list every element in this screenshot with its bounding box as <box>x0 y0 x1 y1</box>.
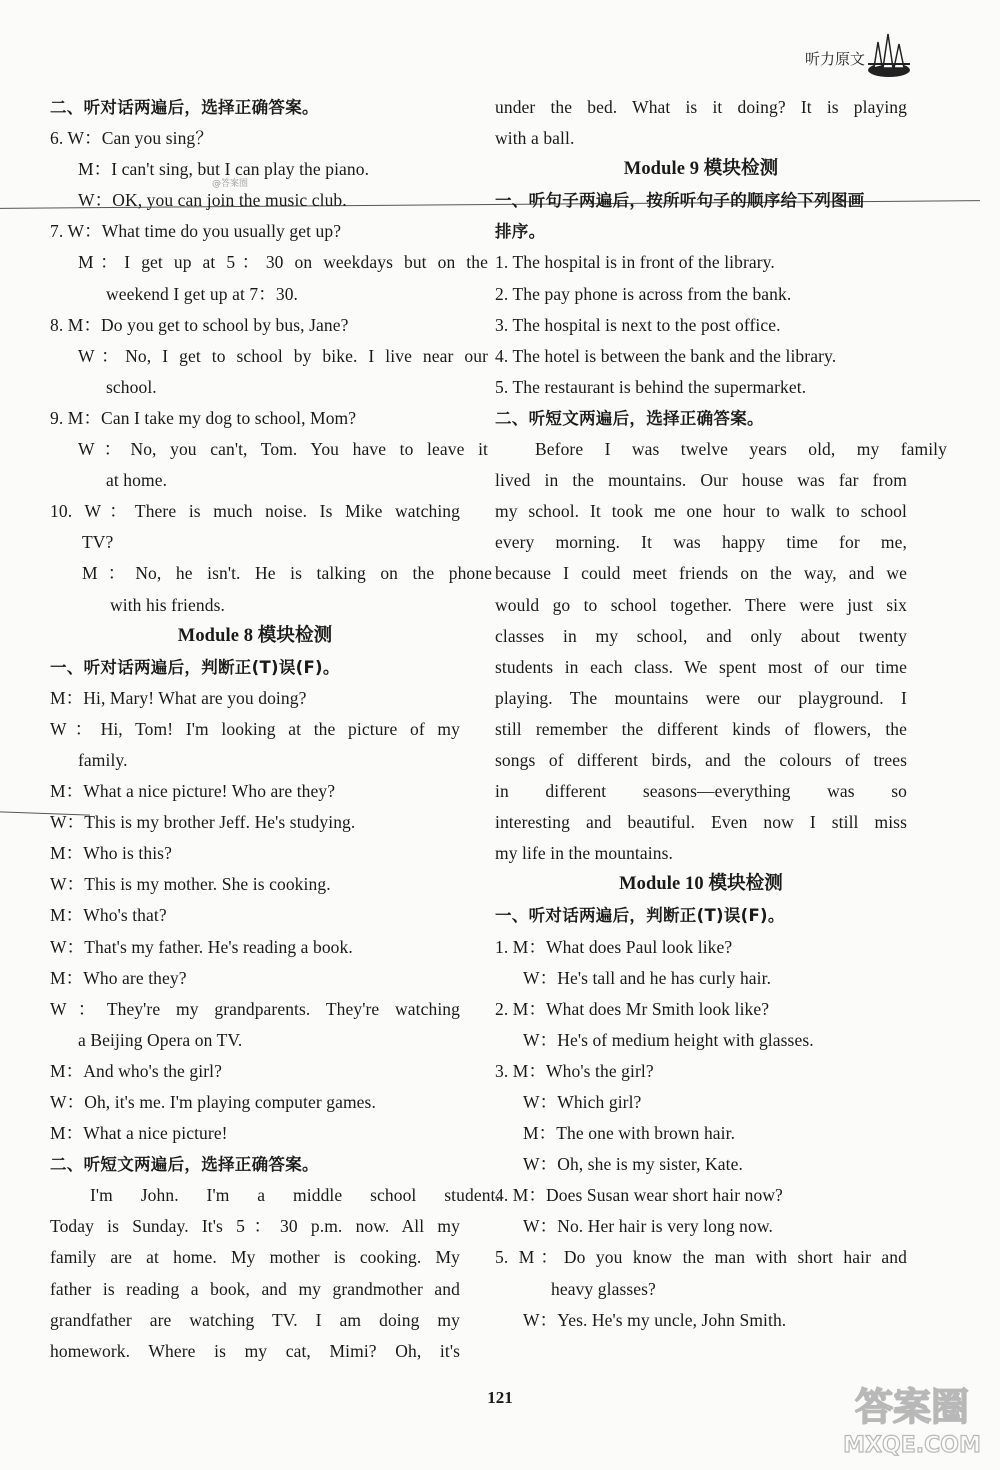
left-column-line: 6. W：Can you sing？ <box>50 128 213 149</box>
page-stamp: @答案圈 <box>212 179 249 189</box>
right-column-line: students in each class. We spent most of our time <box>495 656 907 677</box>
watermark-logo <box>832 1380 992 1460</box>
left-column-line: W：OK, you can join the music club. <box>78 190 347 211</box>
right-column-line: W：He's of medium height with glasses. <box>523 1029 814 1050</box>
right-column-line: W：Oh, she is my sister, Kate. <box>523 1154 743 1175</box>
left-column-line: school. <box>106 376 157 397</box>
left-column-line: TV? <box>82 532 114 553</box>
left-column-line: M：What a nice picture! <box>50 1123 228 1144</box>
right-column-line: Before I was twelve years old, my family <box>535 439 947 460</box>
left-column-line: with his friends. <box>110 594 225 615</box>
left-column-line: 9. M：Can I take my dog to school, Mom? <box>50 407 357 428</box>
left-column-line: M：What a nice picture! Who are they? <box>50 781 336 802</box>
right-column-line: heavy glasses? <box>551 1278 656 1299</box>
left-column-line: Today is Sunday. It's 5：30 p.m. now. All my <box>50 1216 460 1237</box>
right-column-line: M：The one with brown hair. <box>523 1123 736 1144</box>
right-column-line: interesting and beautiful. Even now I still miss <box>495 812 907 833</box>
right-column-line: Module 10 模块检测 <box>619 874 783 895</box>
right-column-line: W：No. Her hair is very long now. <box>523 1216 773 1237</box>
right-column-line: playing. The mountains were our playground. I <box>495 687 907 708</box>
left-column <box>50 92 500 1367</box>
right-column-line: would go to school together. There were just six <box>495 594 907 615</box>
left-column-line: W：No, you can't, Tom. You have to leave it <box>78 439 488 460</box>
right-column-line: Module 9 模块检测 <box>623 159 779 180</box>
left-column-line: 二、听短文两遍后，选择正确答案。 <box>50 1155 319 1175</box>
left-column-line: weekend I get up at 7：30. <box>106 283 299 304</box>
right-column-line: my life in the mountains. <box>495 843 673 864</box>
right-column-line: 二、听短文两遍后，选择正确答案。 <box>495 408 764 428</box>
book-tower-icon <box>866 28 912 78</box>
watermark-text: 答案圈 <box>854 1385 970 1429</box>
right-column-line: still remember the different kinds of flowers, the <box>495 718 907 739</box>
left-column-line: W：This is my mother. She is cooking. <box>50 874 331 895</box>
right-column <box>495 92 947 1336</box>
right-column-line: W：He's tall and he has curly hair. <box>523 967 772 988</box>
left-column-line: W：This is my brother Jeff. He's studying. <box>50 812 356 833</box>
right-column-line: in different seasons—everything was so <box>495 781 907 802</box>
right-column-line: every morning. It was happy time for me, <box>495 532 907 553</box>
left-column-line: 10. W：There is much noise. Is Mike watching <box>50 501 460 522</box>
right-column-line: W：Which girl? <box>523 1092 642 1112</box>
left-column-line: M：No, he isn't. He is talking on the phone <box>82 563 492 584</box>
left-column-line: father is reading a book, and my grandmother and <box>50 1278 460 1299</box>
right-column-line: W：Yes. He's my uncle, John Smith. <box>523 1309 787 1330</box>
right-column-line: songs of different birds, and the colours of trees <box>495 749 907 770</box>
left-column-line: M：I can't sing, but I can play the piano. <box>78 159 370 180</box>
left-column-line: 8. M：Do you get to school by bus, Jane? <box>50 314 349 335</box>
left-column-line: homework. Where is my cat, Mimi? Oh, it's <box>50 1340 460 1361</box>
right-column-line: 1. The hospital is in front of the library. <box>495 252 775 273</box>
left-column-line: 7. W：What time do you usually get up? <box>50 221 342 242</box>
right-column-line: 一、听句子两遍后，按所听句子的顺序给下列图画 <box>495 191 865 211</box>
left-column-line: W：Oh, it's me. I'm playing computer games. <box>50 1092 376 1112</box>
left-column-line: a Beijing Opera on TV. <box>78 1029 243 1050</box>
right-column-line: 2. The pay phone is across from the bank. <box>495 283 792 304</box>
left-column-line: M：And who's the girl? <box>50 1060 222 1081</box>
left-column-line: grandfather are watching TV. I am doing my <box>50 1309 460 1330</box>
right-column-line: 4. The hotel is between the bank and the library. <box>495 345 837 366</box>
right-column-line: my school. It took me one hour to walk to school <box>495 501 907 522</box>
right-column-line: 5. M：Do you know the man with short hair and <box>495 1247 907 1268</box>
left-column-line: M：I get up at 5：30 on weekdays but on the <box>78 252 488 273</box>
left-column-line: M：Who's that? <box>50 905 167 926</box>
right-column-line: 3. M：Who's the girl? <box>495 1060 654 1081</box>
right-column-line: with a ball. <box>495 128 575 149</box>
right-column-line: 3. The hospital is next to the post office. <box>495 314 781 335</box>
page-number: 121 <box>487 1388 513 1407</box>
right-column-line: 1. M：What does Paul look like? <box>495 936 733 957</box>
left-column-line: family. <box>78 749 128 770</box>
left-column-line: W：That's my father. He's reading a book. <box>50 936 353 957</box>
right-column-line: 2. M：What does Mr Smith look like? <box>495 998 770 1019</box>
left-column-line: family are at home. My mother is cooking. My <box>50 1247 460 1268</box>
left-column-line: 二、听对话两遍后，选择正确答案。 <box>50 98 319 117</box>
left-column-line: I'm John. I'm a middle school student. <box>90 1185 500 1206</box>
right-column-line: 5. The restaurant is behind the supermarket. <box>495 376 807 397</box>
right-column-line: under the bed. What is it doing? It is playing <box>495 97 907 117</box>
left-column-line: M：Hi, Mary! What are you doing? <box>50 687 307 708</box>
right-column-line: 4. M：Does Susan wear short hair now? <box>495 1185 783 1206</box>
left-column-line: at home. <box>106 470 168 491</box>
right-column-line: because I could meet friends on the way, and we <box>495 563 907 584</box>
left-column-line: Module 8 模块检测 <box>177 625 333 646</box>
left-column-line: M：Who are they? <box>50 967 187 988</box>
right-column-line: lived in the mountains. Our house was far from <box>495 470 907 491</box>
right-column-line: classes in my school, and only about twenty <box>495 625 907 646</box>
left-column-line: W：No, I get to school by bike. I live near our <box>78 345 488 366</box>
header-label: 听力原文 <box>804 50 865 68</box>
left-column-line: W：They're my grandparents. They're watching <box>50 998 460 1019</box>
right-column-line: 排序。 <box>495 222 546 242</box>
watermark-site: MXQE.COM <box>843 1433 981 1458</box>
left-column-line: W：Hi, Tom! I'm looking at the picture of my <box>50 718 460 739</box>
left-column-line: M：Who is this? <box>50 843 172 864</box>
right-column-line: 一、听对话两遍后，判断正(T)误(F)。 <box>495 906 785 926</box>
left-column-line: 一、听对话两遍后，判断正(T)误(F)。 <box>50 657 340 677</box>
